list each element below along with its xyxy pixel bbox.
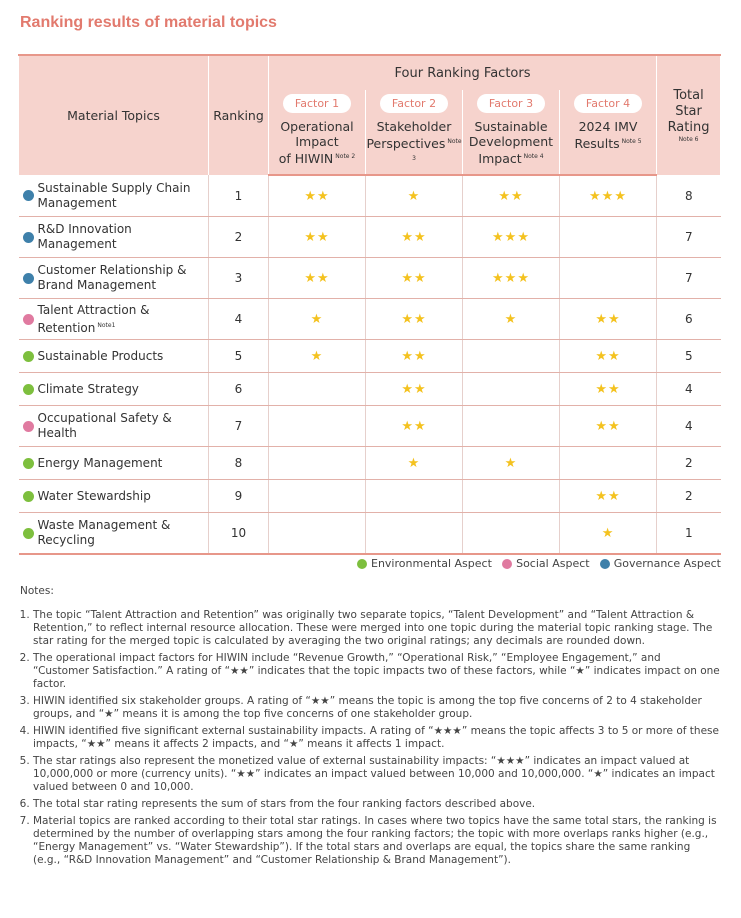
topic-name	[38, 456, 163, 471]
factor1-stars: ★★	[269, 258, 366, 299]
aspect-dot-icon	[23, 491, 34, 502]
topic-line1: R&D Innovation	[37, 222, 132, 236]
total-line3: Rating	[667, 119, 710, 135]
factor4-stars: ★★★	[560, 175, 657, 217]
topic-line1: Waste Management &	[37, 518, 171, 532]
topic-line2	[38, 533, 171, 548]
factor3-stars: ★	[463, 299, 560, 340]
topic-cell	[19, 258, 209, 299]
note-item: 5. The star ratings also represent the monetized value of external sustainability impacts: “★★★” indicates an impact valued at 10,000,000 or more (currency units). “★★” indicates an impact valued between 10,000 and 10,000,000. “★” indicates an impact valued between 0 and 10,000.	[33, 755, 720, 794]
legend-social-label: Social Aspect	[516, 557, 590, 570]
total-note: Note 6	[678, 135, 699, 143]
factor3-stars: ★★★	[463, 258, 560, 299]
ranking-table	[18, 54, 721, 555]
legend-environmental	[357, 557, 492, 570]
topic-name	[38, 222, 132, 252]
notes-list	[20, 609, 720, 867]
factor-line1: Sustainable	[474, 119, 548, 134]
topic-cell	[19, 299, 209, 340]
factor1-stars	[269, 513, 366, 555]
factor-line1: 2024 IMV	[578, 119, 638, 134]
total-cell: 1	[657, 513, 721, 555]
topic-line2	[38, 237, 132, 252]
factor-line3-text: of HIWIN	[278, 151, 334, 167]
legend-governance	[600, 557, 721, 570]
header-four-factors: Four Ranking Factors	[269, 55, 657, 90]
total-cell: 7	[657, 217, 721, 258]
factor-note: Note 2	[335, 153, 356, 160]
topic-line2	[38, 196, 191, 211]
factor-note: Note 5	[621, 138, 642, 145]
total-line1: Total	[673, 87, 704, 103]
note-item: 4. HIWIN identified five significant external sustainability impacts. A rating of “★★★” means the topic affects 3 to 5 or more of these impacts, “★★” means it affects 2 impacts, and “★” means it affects 1 impact.	[33, 725, 720, 751]
topic-name	[38, 303, 150, 336]
factor3-stars: ★	[463, 447, 560, 480]
aspect-dot-icon	[23, 421, 34, 432]
topic-line2	[38, 318, 150, 336]
aspect-dot-icon	[23, 528, 34, 539]
factor-line2	[574, 134, 641, 151]
total-cell: 2	[657, 480, 721, 513]
aspect-dot-icon	[23, 384, 34, 395]
factor2-stars: ★★	[366, 406, 463, 447]
topic-line2	[38, 426, 172, 441]
environmental-dot-icon	[357, 559, 367, 569]
total-cell: 4	[657, 406, 721, 447]
factor4-stars	[560, 447, 657, 480]
table-row	[19, 299, 721, 340]
total-cell: 4	[657, 373, 721, 406]
topic-line1: Sustainable Supply Chain	[37, 180, 191, 195]
factor2-stars: ★★	[366, 340, 463, 373]
factor1-stars	[269, 447, 366, 480]
topic-cell	[19, 406, 209, 447]
aspect-dot-icon	[23, 190, 34, 201]
topic-name	[38, 263, 187, 293]
factor4-stars: ★	[560, 513, 657, 555]
ranking-cell: 6	[209, 373, 269, 406]
total-cell: 6	[657, 299, 721, 340]
topic-name	[38, 411, 172, 441]
factor4-stars: ★★	[560, 299, 657, 340]
topic-cell	[19, 340, 209, 373]
factor-line1: Operational	[280, 119, 354, 134]
factor1-stars: ★★	[269, 217, 366, 258]
topic-name	[38, 518, 171, 548]
table-body	[19, 175, 721, 554]
factor-name	[279, 119, 355, 166]
table-row	[19, 217, 721, 258]
factor3-stars	[463, 480, 560, 513]
topic-cell	[19, 447, 209, 480]
factor-pill: Factor 4	[574, 94, 642, 113]
social-dot-icon	[502, 559, 512, 569]
note-item: 1. The topic “Talent Attraction and Retention” was originally two separate topics, “Talent Development” and “Talent Attraction & Retention,” to reflect internal resource allocation. These were merged into one topic during the material topic ranking stage. The star rating for the merged topic is calculated by averaging the two original ratings; any decimals are rounded down.	[33, 609, 720, 648]
aspect-dot-icon	[23, 232, 34, 243]
topic-line1: Customer Relationship &	[37, 263, 187, 277]
factor3-stars: ★★★	[463, 217, 560, 258]
header-factor-1	[269, 90, 366, 175]
topic-name	[38, 181, 191, 211]
governance-dot-icon	[600, 559, 610, 569]
topic-line2-text: Management	[37, 237, 117, 251]
note-item: 7. Material topics are ranked according to their total star ratings. In cases where two topics have the same total stars, the ranking is determined by the number of overlapping stars among the four ranking factors; the topic with more overlaps ranks higher (e.g., “Energy Management” vs. “Water Stewardship”). If the total stars and overlaps are equal, the topics share the same ranking (e.g., “R&D Innovation Management” and “Customer Relationship & Brand Management”).	[33, 815, 720, 867]
table-row	[19, 258, 721, 299]
factor3-stars	[463, 513, 560, 555]
table-row	[19, 406, 721, 447]
ranking-cell: 2	[209, 217, 269, 258]
topic-line2-text: Health	[37, 426, 77, 440]
ranking-cell: 8	[209, 447, 269, 480]
factor4-stars	[560, 217, 657, 258]
note-item: 2. The operational impact factors for HIWIN include “Revenue Growth,” “Operational Risk,” “Employee Engagement,” and “Customer Satisfaction.” A rating of “★★” indicates that the topic impacts two of these factors, while “★” indicates impact on one factor.	[33, 652, 720, 691]
ranking-cell: 3	[209, 258, 269, 299]
factor-name	[574, 119, 641, 151]
total-cell: 8	[657, 175, 721, 217]
topic-line2-text: Retention	[37, 320, 96, 335]
factor2-stars: ★	[366, 447, 463, 480]
header-ranking: Ranking	[209, 55, 269, 175]
table-row	[19, 513, 721, 555]
topic-name	[38, 382, 139, 397]
table-row	[19, 447, 721, 480]
factor2-stars	[366, 513, 463, 555]
total-cell: 5	[657, 340, 721, 373]
factor1-stars: ★	[269, 299, 366, 340]
factor-name	[469, 119, 553, 166]
factor4-stars: ★★	[560, 340, 657, 373]
factor-line3-text: Impact	[478, 151, 522, 167]
factor-line1: Stakeholder	[376, 119, 452, 134]
header-factor-3	[463, 90, 560, 175]
topic-line1: Occupational Safety &	[37, 411, 172, 425]
factor2-stars: ★★	[366, 373, 463, 406]
topic-line1: Water Stewardship	[37, 488, 151, 503]
header-factor-2	[366, 90, 463, 175]
factor-line3	[469, 149, 553, 166]
topic-cell	[19, 217, 209, 258]
legend-governance-label: Governance Aspect	[613, 557, 721, 570]
factor-line2: Development	[468, 134, 554, 149]
factor-name	[366, 119, 462, 168]
ranking-cell: 5	[209, 340, 269, 373]
aspect-dot-icon	[23, 458, 34, 469]
factor1-stars: ★★	[269, 175, 366, 217]
table-row	[19, 175, 721, 217]
topic-line2-text: Brand Management	[37, 278, 157, 292]
factor-line2-text: Perspectives	[366, 136, 446, 152]
aspect-dot-icon	[23, 273, 34, 284]
topic-line1: Climate Strategy	[37, 381, 139, 396]
legend	[357, 557, 721, 570]
total-line2: Star	[675, 103, 702, 119]
topic-cell	[19, 373, 209, 406]
ranking-cell: 1	[209, 175, 269, 217]
total-cell: 7	[657, 258, 721, 299]
factor-line2-text: Results	[574, 136, 620, 152]
page-title: Ranking results of material topics	[20, 14, 277, 31]
ranking-cell: 4	[209, 299, 269, 340]
notes-heading: Notes:	[20, 585, 54, 597]
topic-line1: Talent Attraction &	[37, 302, 150, 317]
ranking-cell: 10	[209, 513, 269, 555]
legend-environmental-label: Environmental Aspect	[371, 557, 492, 570]
notes-section	[20, 585, 720, 871]
legend-social	[502, 557, 589, 570]
factor3-stars	[463, 373, 560, 406]
ranking-cell: 9	[209, 480, 269, 513]
factor-note: Note 3	[412, 138, 462, 163]
factor4-stars: ★★	[560, 373, 657, 406]
topic-line1: Energy Management	[37, 455, 163, 470]
topic-cell	[19, 513, 209, 555]
factor-line2: Impact	[295, 134, 339, 149]
total-cell: 2	[657, 447, 721, 480]
topic-name	[38, 349, 164, 364]
ranking-cell: 7	[209, 406, 269, 447]
topic-name	[38, 489, 151, 504]
factor4-stars	[560, 258, 657, 299]
factor4-stars: ★★	[560, 406, 657, 447]
factor1-stars: ★	[269, 340, 366, 373]
factor1-stars	[269, 373, 366, 406]
aspect-dot-icon	[23, 351, 34, 362]
factor4-stars: ★★	[560, 480, 657, 513]
topic-line1: Sustainable Products	[37, 348, 164, 363]
factor-line2	[366, 134, 462, 168]
table-row	[19, 373, 721, 406]
factor2-stars: ★★	[366, 217, 463, 258]
header-material-topics: Material Topics	[19, 55, 209, 175]
topic-line2-text: Recycling	[37, 533, 95, 547]
factor3-stars	[463, 406, 560, 447]
factor-line3	[279, 149, 355, 166]
table-row	[19, 340, 721, 373]
factor-pill: Factor 3	[477, 94, 545, 113]
factor2-stars: ★	[366, 175, 463, 217]
topic-cell	[19, 175, 209, 217]
factor3-stars: ★★	[463, 175, 560, 217]
factor1-stars	[269, 480, 366, 513]
factor2-stars	[366, 480, 463, 513]
topic-line2-text: Management	[37, 195, 117, 210]
aspect-dot-icon	[23, 314, 34, 325]
header-factor-4	[560, 90, 657, 175]
topic-note: Note1	[97, 321, 116, 329]
topic-cell	[19, 480, 209, 513]
factor-pill: Factor 2	[380, 94, 448, 113]
factor-note: Note 4	[523, 153, 544, 160]
factor1-stars	[269, 406, 366, 447]
header-row-top	[19, 55, 721, 90]
factor2-stars: ★★	[366, 258, 463, 299]
header-total-star-rating	[657, 55, 721, 175]
note-item: 6. The total star rating represents the sum of stars from the four ranking factors described above.	[33, 798, 720, 811]
table-row	[19, 480, 721, 513]
factor3-stars	[463, 340, 560, 373]
note-item: 3. HIWIN identified six stakeholder groups. A rating of “★★” means the topic is among the top five concerns of 2 to 4 stakeholder groups, and “★” means it is among the top five concerns of one stakeholder group.	[33, 695, 720, 721]
topic-line2	[38, 278, 187, 293]
factor2-stars: ★★	[366, 299, 463, 340]
factor-pill: Factor 1	[283, 94, 351, 113]
